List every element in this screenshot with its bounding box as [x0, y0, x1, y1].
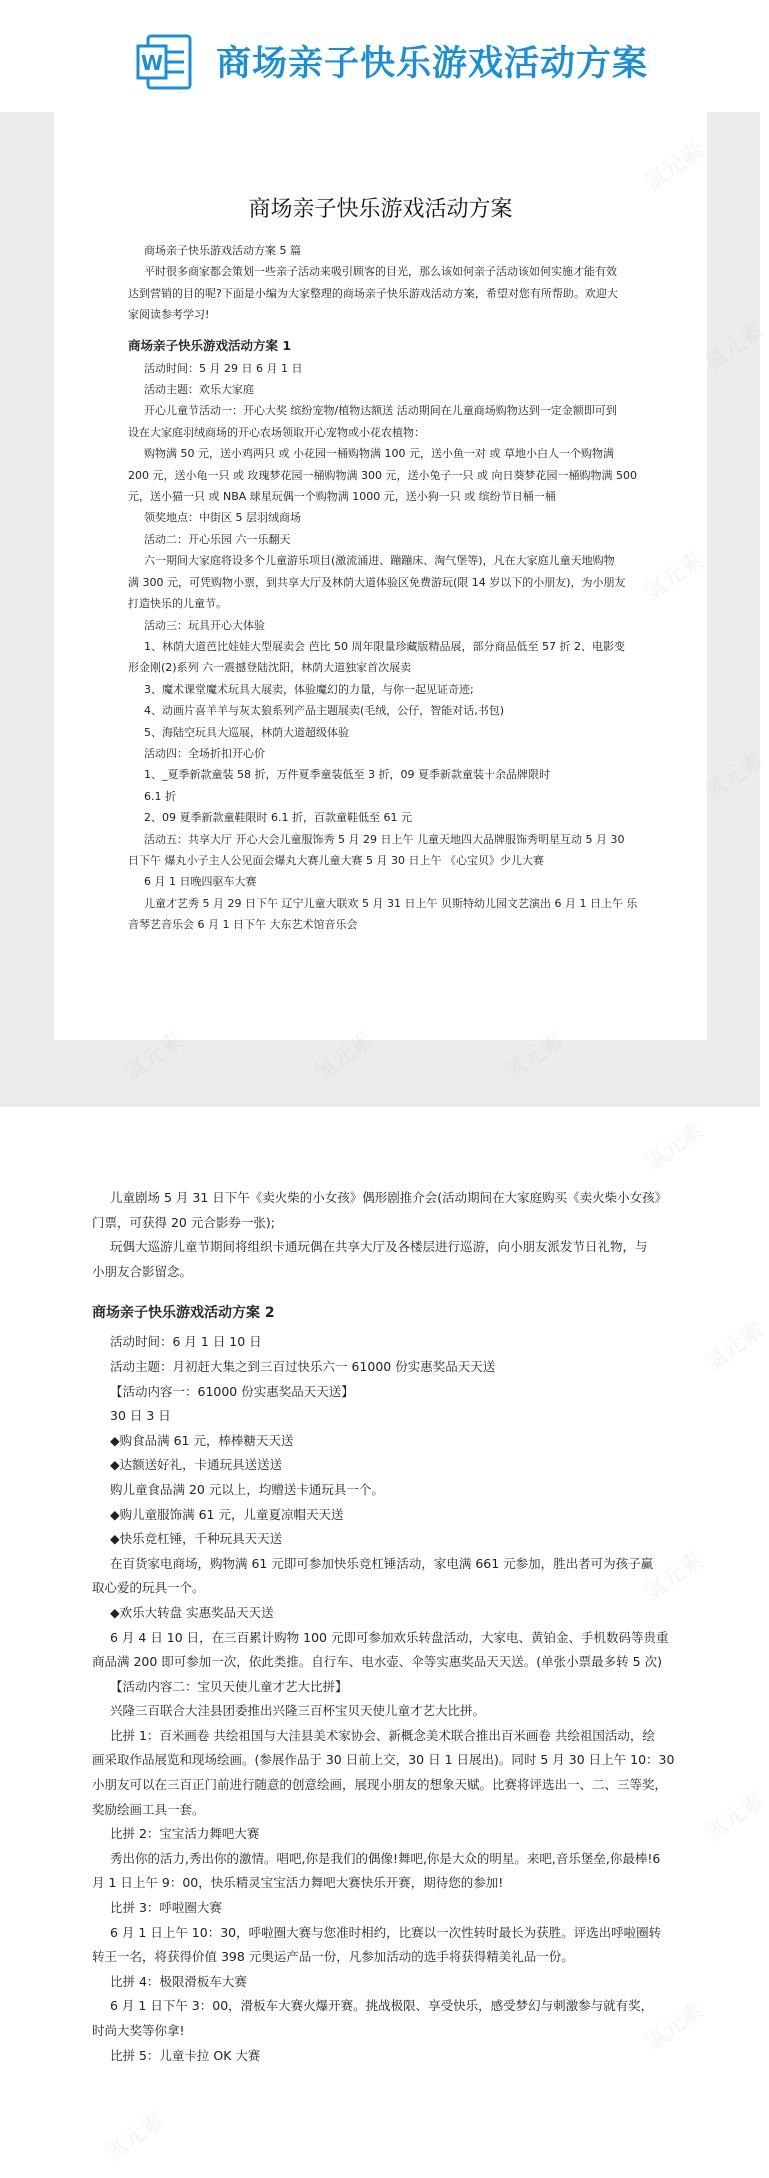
- text-line: 购物满 50 元，送小鸡两只 或 小花园一桶购物满 100 元，送小鱼一对 或 草地小白人一个购物满: [144, 447, 614, 461]
- document-title: 商场亲子快乐游戏活动方案: [248, 197, 513, 222]
- text-line: 比拼 1：百米画卷 共绘祖国与大洼县美术家协会、新概念美术联合推出百米画卷 共绘祖国活动，绘: [110, 1727, 655, 1743]
- word-document-icon: [134, 30, 198, 94]
- banner-title: 商场亲子快乐游戏活动方案: [216, 44, 649, 84]
- text-line: 开心儿童节活动一：开心大奖 缤纷宠物/植物达额送 活动期间在儿童商场购物达到一定金额即可到: [144, 404, 617, 418]
- text-line: 打造快乐的儿童节。: [128, 597, 227, 611]
- text-line: 200 元，送小龟一只 或 玫瑰梦花园一桶购物满 300 元，送小兔子一只 或 向日葵梦花园一桶购物满 500: [128, 468, 637, 482]
- text-line: 领奖地点：中街区 5 层羽绒商场: [144, 511, 301, 525]
- text-line: 画采取作品展览和现场绘画。(参展作品于 30 日前上交，30 日 1 日展出)。同时 5 月 30 日上午 10：30: [92, 1752, 675, 1768]
- watermark: 氢元素: [699, 1787, 769, 1847]
- text-line: 门票，可获得 20 元合影券一张);: [92, 1214, 275, 1230]
- text-line: 1、_夏季新款童装 58 折，万件夏季童装低至 3 折，09 夏季新款童装十余品牌限时: [144, 768, 550, 782]
- text-line: 5、海陆空玩具大巡展，林荫大道超级体验: [144, 725, 349, 739]
- watermark: 氢元素: [99, 2107, 169, 2167]
- text-line: 奖励绘画工具一套。: [92, 1801, 205, 1817]
- text-line: 比拼 3：呼啦圈大赛: [110, 1900, 222, 1916]
- text-line: 活动五：共享大厅 开心大会儿童服饰秀 5 月 29 日上午 儿童天地四大品牌服饰秀明星互动 5 月 30: [144, 832, 625, 846]
- text-line: 在百货家电商场，购物满 61 元即可参加快乐竞杠锤活动，家电满 661 元参加，胜出者可为孩子赢: [110, 1555, 654, 1571]
- text-line: 小朋友合影留念。: [92, 1263, 193, 1279]
- text-line: 形金刚(2)系列 六一震撼登陆沈阳，林荫大道独家首次展卖: [128, 661, 412, 675]
- text-line: 儿童剧场 5 月 31 日下午《卖火柴的小女孩》偶形剧推介会(活动期间在大家庭购买《卖火柴小女孩》: [110, 1190, 668, 1205]
- document-page-1: [54, 112, 707, 1040]
- watermark: 氢元素: [639, 1547, 709, 1607]
- text-line: ◆达额送好礼，卡通玩具送送送: [110, 1457, 283, 1473]
- text-line: 6 月 1 日上午 10：30，呼啦圈大赛与您准时相约，比赛以一次性转时最长为获胜。评选出呼啦圈转: [110, 1924, 662, 1940]
- svg-text:W: W: [140, 51, 164, 75]
- text-line: 家阅读参考学习!: [128, 308, 210, 322]
- text-line: ◆快乐竞杠锤，千种玩具天天送: [110, 1531, 283, 1547]
- text-line: 时尚大奖等你拿!: [92, 2023, 185, 2038]
- text-line: 日下午 爆丸小子主人公见面会爆丸大赛儿童大赛 5 月 30 日上午 《心宝贝》少儿大赛: [128, 853, 544, 867]
- text-line: 兴隆三百联合大洼县团委推出兴隆三百杯宝贝天使儿童才艺大比拼。: [110, 1703, 486, 1719]
- text-line: 6.1 折: [144, 789, 176, 803]
- text-line: 比拼 5：儿童卡拉 OK 大赛: [110, 2047, 261, 2063]
- text-line: 设在大家庭羽绒商场的开心农场领取开心宠物或小花农植物：: [128, 425, 425, 439]
- text-line: 元，送小猫一只 或 NBA 球星玩偶一个购物满 1000 元，送小狗一只 或 缤纷节日桶一桶: [128, 490, 556, 504]
- text-line: 达到营销的目的呢?下面是小编为大家整理的商场亲子快乐游戏活动方案，希望对您有所帮助。欢迎大: [128, 286, 618, 300]
- text-line: 秀出你的活力,秀出你的激情。唱吧,你是我们的偶像!舞吧,你是大众的明星。来吧,音乐堡垒,你最棒!6: [110, 1850, 661, 1866]
- text-line: 商场亲子快乐游戏活动方案 5 篇: [144, 244, 301, 257]
- text-line: 活动四：全场折扣开心价: [144, 746, 265, 760]
- page-1-body: [128, 240, 642, 936]
- text-line: 【活动内容一：61000 份实惠奖品天天送】: [110, 1383, 354, 1399]
- text-line: 2、09 夏季新款童鞋限时 6.1 折，百款童鞋低至 61 元: [144, 811, 412, 825]
- watermark: 氢元素: [639, 1997, 709, 2057]
- section-heading: 商场亲子快乐游戏活动方案 1: [128, 337, 292, 353]
- text-line: 玩偶大巡游儿童节期间将组织卡通玩偶在共享大厅及各楼层进行巡游，向小朋友派发节日礼物，与: [110, 1239, 648, 1255]
- text-line: 活动三：玩具开心大体验: [144, 618, 265, 632]
- text-line: 1、林荫大道芭比娃娃大型展卖会 芭比 50 周年限量珍藏版精品展，部分商品低至 57 折 2、电影变: [144, 639, 625, 653]
- text-line: 6 月 1 日下午 3：00，滑板车大赛火爆开赛。挑战极限、享受快乐，感受梦幻与刺激参与就有奖，: [110, 1998, 654, 2014]
- text-line: 平时很多商家都会策划一些亲子活动来吸引顾客的目光，那么该如何亲子活动该如何实施才能有效: [144, 265, 617, 279]
- text-line: 6 月 1 日晚四驱车大赛: [144, 875, 257, 889]
- text-line: ◆购儿童服饰满 61 元，儿童夏凉帽天天送: [110, 1506, 344, 1522]
- text-line: 30 日 3 日: [110, 1408, 171, 1424]
- text-line: 活动时间：5 月 29 日 6 月 1 日: [144, 361, 303, 375]
- text-line: 音琴艺音乐会 6 月 1 日下午 大东艺术馆音乐会: [128, 918, 358, 932]
- text-line: 六一期间大家庭将设多个儿童游乐项目(激流涌进、蹦蹦床、淘气堡等)，凡在大家庭儿童天地购物: [144, 554, 615, 568]
- text-line: 3、魔术课堂魔术玩具大展卖，体验魔幻的力量，与你一起见证奇迹;: [144, 682, 474, 696]
- section-heading: 商场亲子快乐游戏活动方案 2: [92, 1305, 275, 1322]
- header-banner: [0, 0, 760, 130]
- text-line: 比拼 2：宝宝活力舞吧大赛: [110, 1826, 260, 1842]
- text-line: 月 1 日上午 9：00，快乐精灵宝宝活力舞吧大赛快乐开赛，期待您的参加!: [92, 1875, 504, 1891]
- text-line: 儿童才艺秀 5 月 29 日下午 辽宁儿童大联欢 5 月 31 日上午 贝斯特幼儿园文艺演出 6 月 1 日上午 乐: [144, 896, 638, 910]
- text-line: 比拼 4：极限滑板车大赛: [110, 1973, 247, 1989]
- text-line: ◆欢乐大转盘 实惠奖品天天送: [110, 1604, 274, 1620]
- text-line: 商品满 200 即可参加一次，依此类推。自行车、电水壶、伞等实惠奖品天天送。(单张小票最多转 5 次): [92, 1654, 662, 1670]
- text-line: 4、动画片喜羊羊与灰太狼系列产品主题展卖(毛绒，公仔，智能对话,书包): [144, 704, 505, 718]
- text-line: 活动时间：6 月 1 日 10 日: [110, 1334, 262, 1350]
- watermark: 氢元素: [699, 1317, 769, 1377]
- text-line: 活动主题：月初赶大集之到三百过快乐六一 61000 份实惠奖品天天送: [110, 1358, 496, 1374]
- text-line: 满 300 元，可凭购物小票，到共享大厅及林荫大道体验区免费游玩(限 14 岁以下的小朋友)，为小朋友: [128, 575, 626, 589]
- page-2-body: [92, 1186, 692, 2068]
- text-line: 活动二：开心乐园 六一乐翻天: [144, 532, 291, 546]
- text-line: 取心爱的玩具一个。: [92, 1580, 205, 1596]
- text-line: 小朋友可以在三百正门前进行随意的创意绘画，展现小朋友的想象天赋。比赛将评选出一、二、三等奖，: [92, 1777, 668, 1793]
- text-line: 活动主题：欢乐大家庭: [144, 383, 254, 397]
- text-line: 【活动内容二：宝贝天使儿童才艺大比拼】: [110, 1678, 348, 1694]
- text-line: 购儿童食品满 20 元以上，均赠送卡通玩具一个。: [110, 1481, 384, 1497]
- text-line: 6 月 4 日 10 日，在三百累计购物 100 元即可参加欢乐转盘活动，大家电、黄铂金、手机数码等贵重: [110, 1629, 669, 1645]
- watermark: 氢元素: [639, 1117, 709, 1177]
- text-line: ◆购食品满 61 元，棒棒糖天天送: [110, 1432, 294, 1448]
- text-line: 转王一名，将获得价值 398 元奥运产品一份，凡参加活动的选手将获得精美礼品一份。: [92, 1949, 574, 1965]
